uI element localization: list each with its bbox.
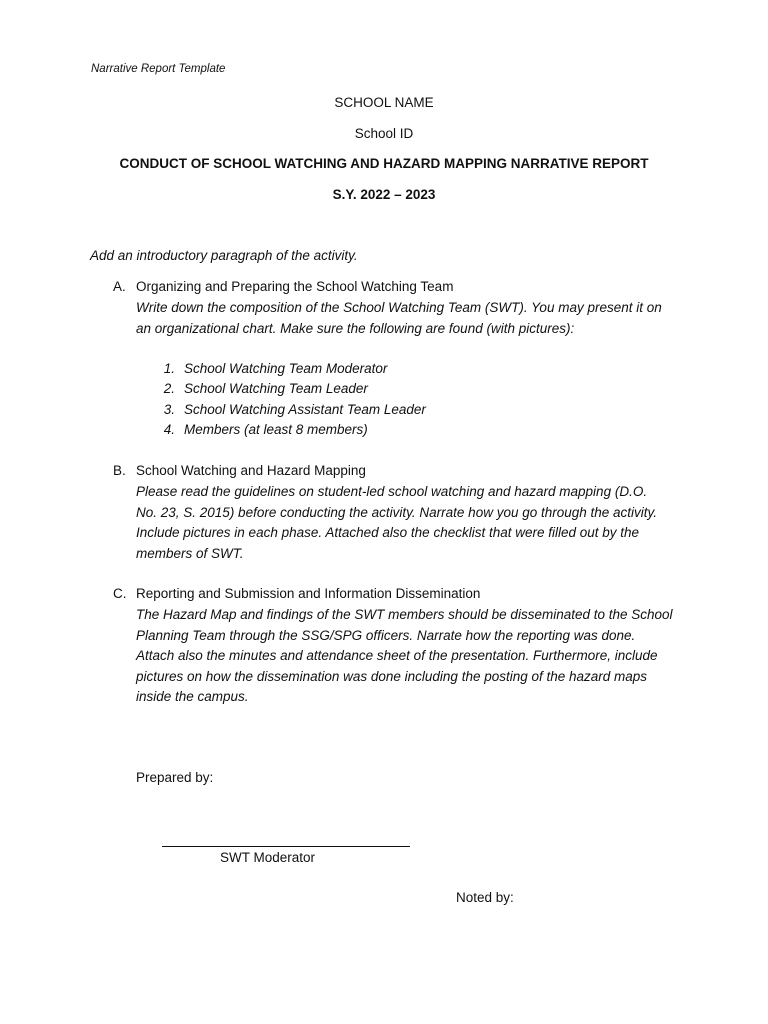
section-letter: B. [113, 463, 126, 478]
section-body-line: Attach also the minutes and attendance sheet of the presentation. Furthermore, include [136, 648, 658, 663]
list-item: Members (at least 8 members) [184, 422, 368, 437]
section-letter: C. [113, 586, 127, 601]
list-item: School Watching Team Moderator [184, 361, 388, 376]
noted-by-label: Noted by: [456, 890, 514, 905]
section-body-line: Write down the composition of the School Watching Team (SWT). You may present it on [136, 300, 662, 315]
section-body-line: The Hazard Map and findings of the SWT members should be disseminated to the School [136, 607, 673, 622]
school-name: SCHOOL NAME [334, 95, 434, 110]
report-title: CONDUCT OF SCHOOL WATCHING AND HAZARD MAPPING NARRATIVE REPORT [119, 156, 649, 171]
section-body-line: members of SWT. [136, 546, 244, 561]
school-year: S.Y. 2022 – 2023 [332, 187, 436, 202]
section-body-line: an organizational chart. Make sure the following are found (with pictures): [136, 321, 575, 336]
section-body-line: Include pictures in each phase. Attached also the checklist that were filled out by the [136, 525, 640, 540]
intro-paragraph: Add an introductory paragraph of the activity. [90, 248, 358, 263]
section-body-line: pictures on how the dissemination was done including the posting of the hazard maps [136, 669, 648, 684]
section-title: School Watching and Hazard Mapping [136, 463, 366, 478]
prepared-by-label: Prepared by: [136, 770, 214, 785]
list-number: 3. [163, 402, 175, 417]
list-number: 1. [163, 361, 175, 376]
section-title: Organizing and Preparing the School Watching Team [136, 279, 454, 294]
template-label: Narrative Report Template [91, 63, 226, 75]
list-number: 2. [163, 381, 175, 396]
section-body-line: inside the campus. [136, 689, 249, 704]
list-number: 4. [163, 422, 175, 437]
section-body-line: Planning Team through the SSG/SPG officers. Narrate how the reporting was done. [136, 628, 636, 643]
list-item: School Watching Team Leader [184, 381, 368, 396]
section-title: Reporting and Submission and Information Dissemination [136, 586, 481, 601]
school-id: School ID [354, 126, 414, 141]
section-letter: A. [113, 279, 126, 294]
section-body-line: No. 23, S. 2015) before conducting the activity. Narrate how you go through the activity. [136, 505, 658, 520]
list-item: School Watching Assistant Team Leader [184, 402, 426, 417]
moderator-label: SWT Moderator [220, 850, 316, 865]
section-body-line: Please read the guidelines on student-led school watching and hazard mapping (D.O. [136, 484, 648, 499]
signature-line [162, 846, 410, 847]
